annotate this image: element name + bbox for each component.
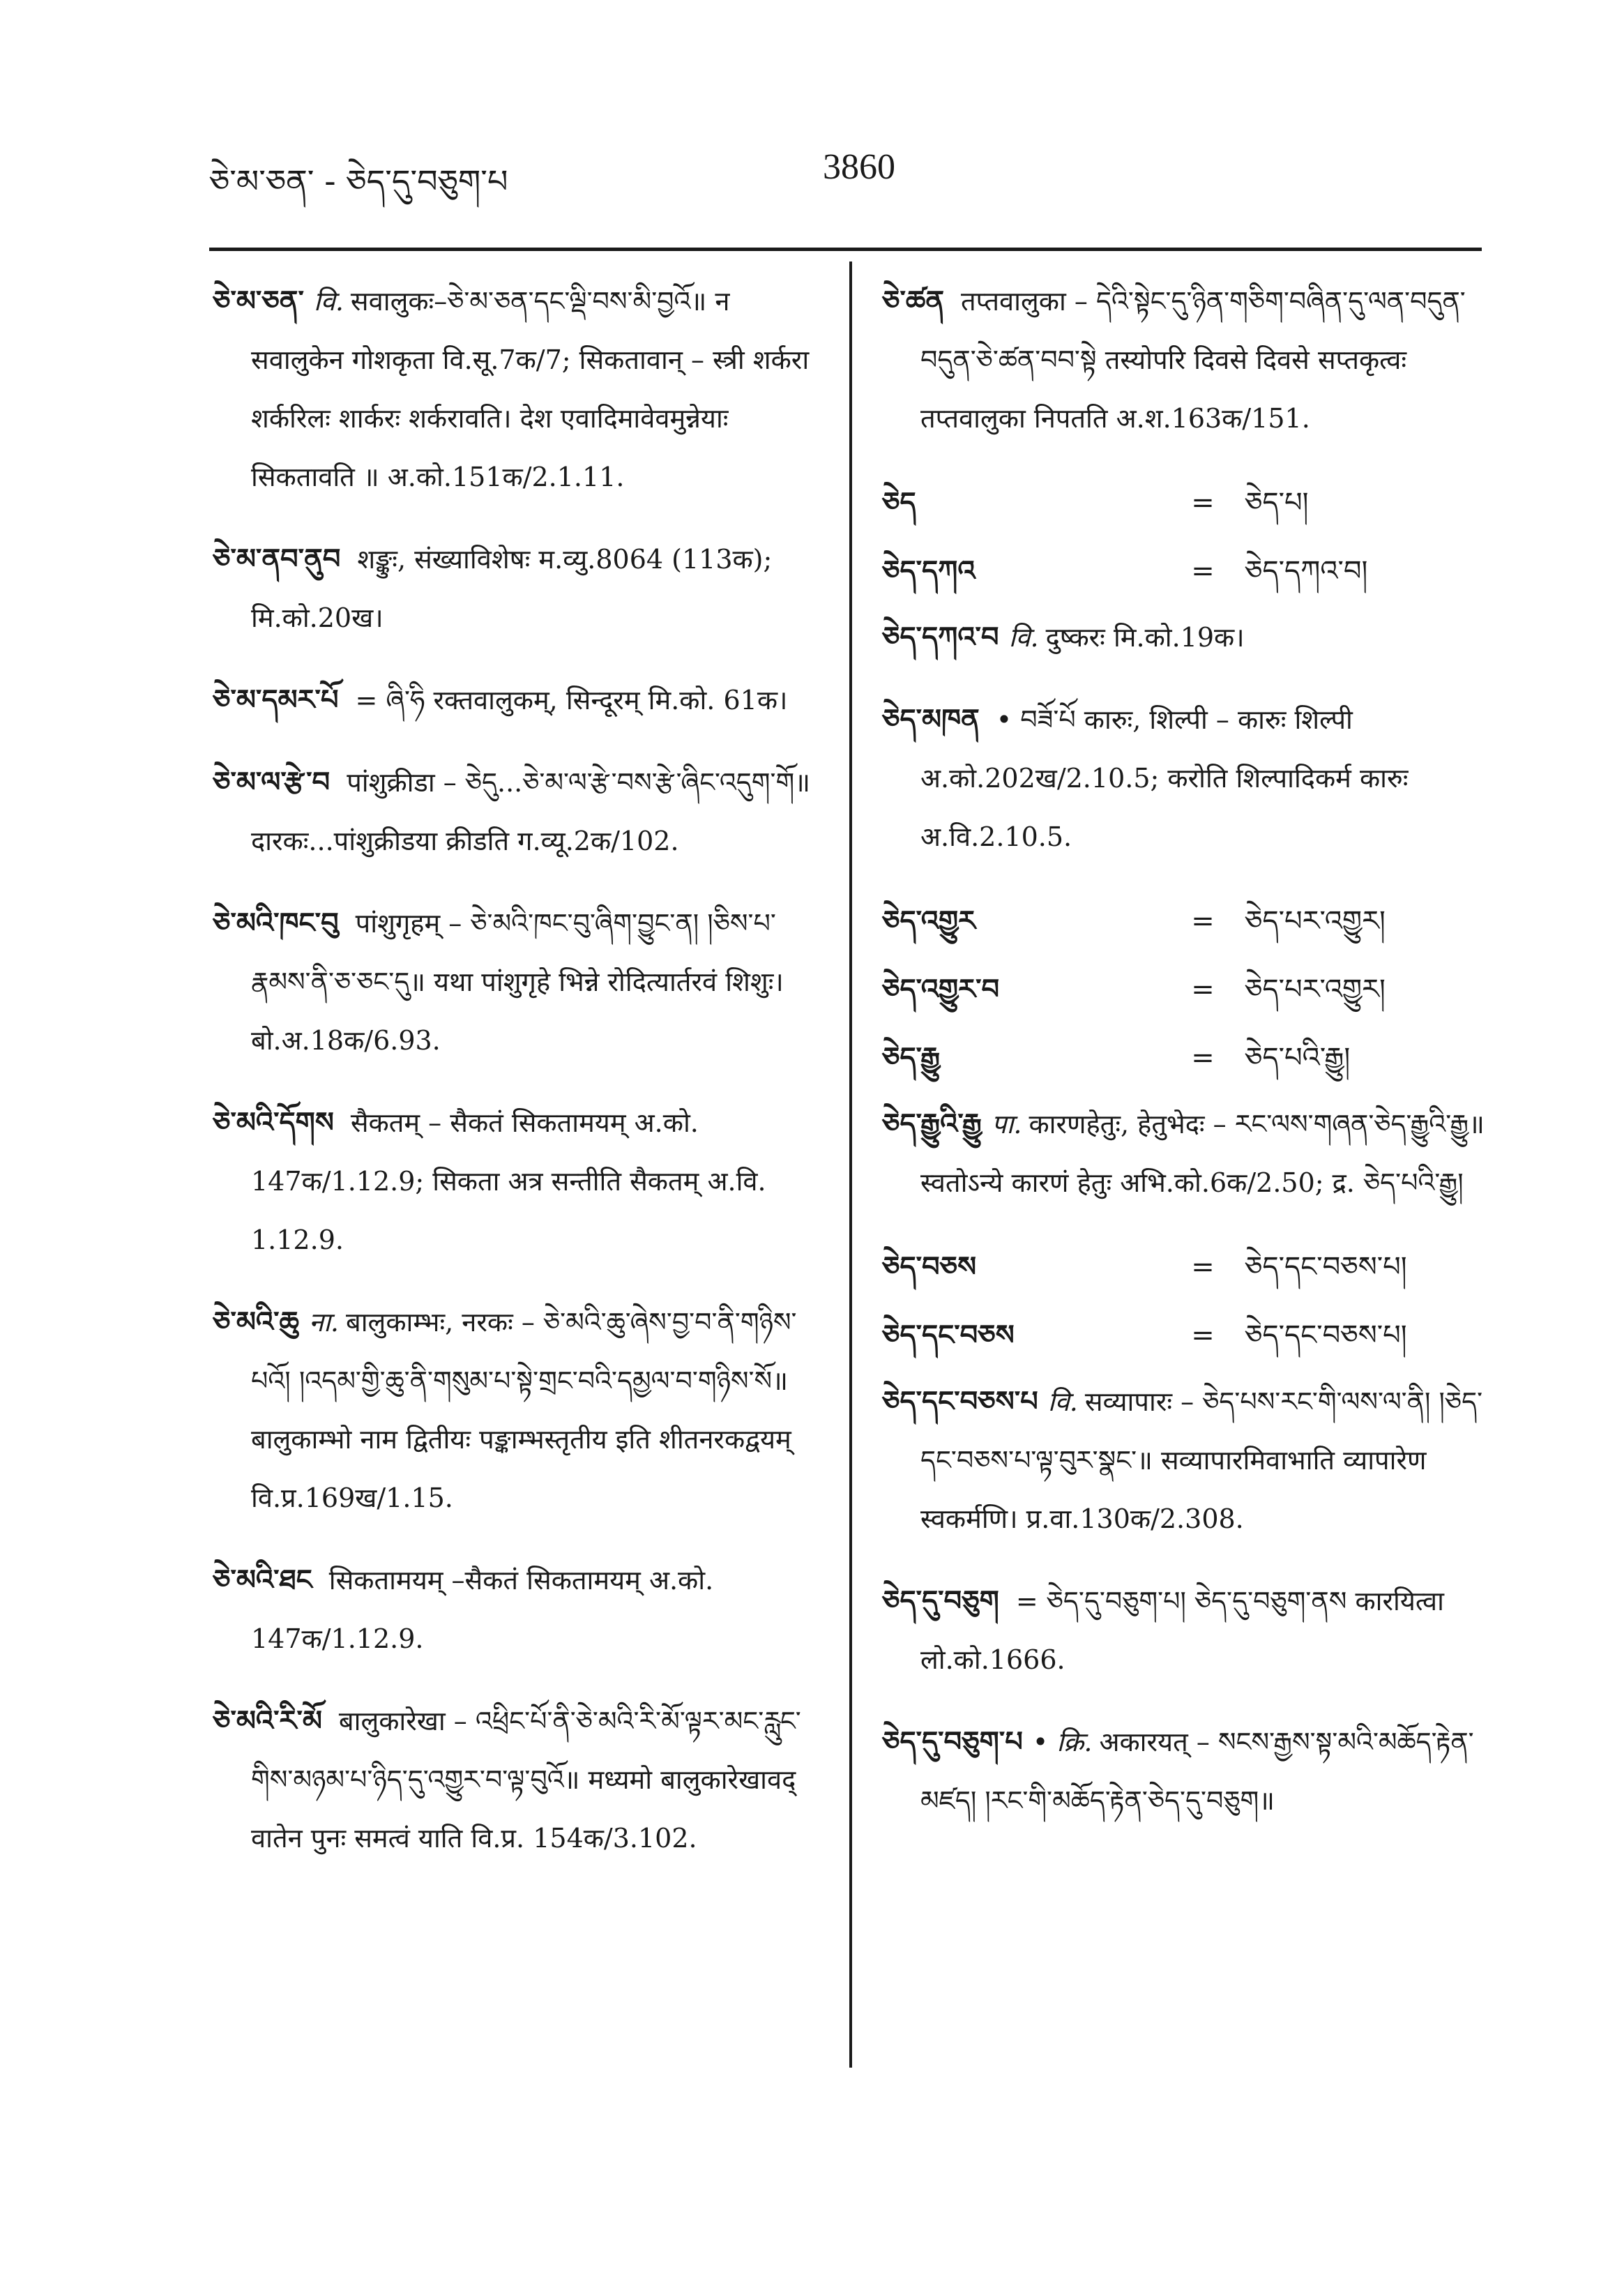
entry-body: दुष्करः मि.को.19क। [1045, 622, 1245, 653]
entry-body: तप्तवालुका – དེའི་སྟེང་དུ་ཉིན་གཅིག་བཞིན་དུ་ལན་བདུན་བདུན་ཅེ་ཚན་བབ་སྟེ तस्योपरि दिवसे दिवसे सप्तकृत्वः तप्तवालुका निपतति अ.श.163क/151. [920, 286, 1466, 434]
dictionary-entry [213, 272, 826, 506]
cross-reference [882, 1026, 1485, 1089]
header-rule [209, 248, 1482, 251]
page-number: 3860 [823, 147, 895, 187]
headword: ཅེ་མ་ལ་རྩེ་བ [213, 766, 331, 798]
column-divider [849, 262, 852, 2068]
dictionary-entry [882, 1372, 1485, 1548]
entry-body: = ཞི་ཧི रक्तवालुकम्, सिन्दूरम् मि.को. 61क। [355, 685, 788, 715]
headword: ཅེད་འགྱུར་བ [882, 973, 1000, 1006]
grammar-label: • क्रि. [1032, 1727, 1093, 1757]
headword: ཅེ་མའི་ཆུ [213, 1306, 299, 1338]
dictionary-entry [213, 1293, 826, 1527]
headword: ཅེ་མ་དམར་པོ [213, 684, 339, 716]
headword: ཅེ་མའི་དོགས [213, 1107, 334, 1139]
entry-body: पांशुगृहम् – ཅེ་མའི་ཁང་བུ་ཞིག་བྱུང་ན། །ཅིས་པ་རྣམས་ནི་ཅ་ཅང་དུ॥ यथा पांशुगृहे भिन्ने रोदित्यार्तरवं शिशुः। बो.अ.18क/6.93. [251, 908, 784, 1056]
dictionary-entry [882, 1713, 1485, 1830]
xref-target: ཅེད་དཀའ་བ། [1245, 555, 1368, 587]
entry-body: शङ्कुः, संख्याविशेषः म.व्यु.8064 (113क); मि.को.20ख। [251, 544, 773, 633]
cross-reference [882, 1236, 1485, 1298]
headword: ཅེད [882, 487, 916, 519]
headword: ཅེད་དང་བཅས་པ [882, 1386, 1038, 1418]
dictionary-entry [882, 1095, 1485, 1212]
dictionary-entry [213, 671, 826, 729]
xref-target: ཅེད་པའི་རྒྱུ། [1245, 1042, 1351, 1074]
cross-reference [882, 958, 1485, 1021]
left-column [213, 272, 826, 1891]
grammar-label: पा. [991, 1109, 1022, 1139]
headword: ཅེད་དཀའ [882, 555, 976, 587]
entry-body: सैकतम् – सैकतं सिकतामयम् अ.को. 147क/1.12.9; सिकता अत्र सन्तीति सैकतम् अ.वि. 1.12.9. [251, 1107, 766, 1255]
dictionary-entry [882, 608, 1485, 667]
dictionary-entry [213, 894, 826, 1070]
entry-body: सिकतामयम् –सैकतं सिकतामयम् अ.को. 147क/1.12.9. [251, 1565, 714, 1654]
grammar-label: ना. [309, 1307, 340, 1338]
cross-reference [882, 890, 1485, 953]
equals-sign: = [1191, 973, 1215, 1006]
xref-target: ཅེད་པ། [1245, 487, 1309, 519]
headword: ཅེད་རྒྱུ [882, 1042, 941, 1074]
running-head: ཅེ་མ་ཅན་ - ཅེད་དུ་བཅུག་པ [209, 162, 508, 200]
grammar-label: वि. [1008, 622, 1039, 653]
entry-body: सवालुकः–ཅེ་མ་ཅན་དང་ལྡི་བས་མི་བྱའོ॥ न सवालुकेन गोशकृता वि.सू.7क/7; सिकतावान् – स्त्री शर्करा शर्करिलः शार्करः शर्करावति। देश एवादिमावेवमुन्नेयाः सिकतावति ॥ अ.को.151क/2.1.11. [251, 286, 810, 492]
entry-body: कारणहेतुः, हेतुभेदः – རང་ལས་གཞན་ཅེད་རྒྱུའི་རྒྱུ॥ स्वतोऽन्ये कारणं हेतुः अभि.को.6क/2.50; द्र. ཅེད་པའི་རྒྱུ། [920, 1109, 1485, 1198]
headword: ཅེད་དུ་བཅུག [882, 1585, 999, 1617]
cross-reference [882, 540, 1485, 603]
headword: ཅེ་མའི་རི་མོ [213, 1705, 322, 1737]
equals-sign: = [1191, 1319, 1215, 1351]
entry-body: बालुकाम्भः, नरकः – ཅེ་མའི་ཆུ་ཞེས་བྱ་བ་ནི་གཉིས་པའོ། །འདམ་གྱི་ཆུ་ནི་གསུམ་པ་སྟེ་གྲང་བའི་དམྱལ་བ་གཉིས་སོ॥ बालुकाम्भो नाम द्वितीयः पङ्काम्भस्तृतीय इति शीतनरकद्वयम् वि.प्र.169ख/1.15. [251, 1307, 797, 1513]
headword: ཅེ་མའི་ཐང [213, 1564, 312, 1596]
xref-target: ཅེད་པར་འགྱུར། [1245, 905, 1386, 937]
headword: ཅེད་དང་བཅས [882, 1319, 1015, 1351]
equals-sign: = [1191, 1251, 1215, 1283]
xref-target: ཅེད་དང་བཅས་པ། [1245, 1251, 1407, 1283]
equals-sign: = [1191, 555, 1215, 587]
headword: ཅེ་མའི་ཁང་བུ [213, 907, 339, 939]
headword: ཅེ་ཚན [882, 285, 944, 317]
entry-body: • བཟོ་པོ कारुः, शिल्पी – कारुः शिल्पी अ.को.202ख/2.10.5; करोति शिल्पादिकर्म कारुः अ.वि.2.10.5. [920, 704, 1409, 852]
headword: ཅེད་མཁན [882, 704, 980, 736]
dictionary-entry [882, 1572, 1485, 1689]
cross-reference [882, 1304, 1485, 1367]
entry-body: बालुकारेखा – འཕྲིང་པོ་ནི་ཅེ་མའི་རི་མོ་ལྟར་མང་རླུང་གིས་མཉམ་པ་ཉིད་དུ་འགྱུར་བ་ལྟ་བུའོ॥ मध्यमो बालुकारेखावद् वातेन पुनः समत्वं याति वि.प्र. 154क/3.102. [251, 1706, 801, 1854]
headword: ཅེ་མ་ནབ་ནུབ [213, 543, 341, 575]
entry-body: पांशुक्रीडा – ཅེདུ...ཅེ་མ་ལ་རྩེ་བས་རྩེ་ཞིང་འདུག་གོ॥ दारकः...पांशुक्रीडया क्रीडति ग.व्यू.2क/102. [251, 767, 811, 856]
headword: ཅེད་བཅས [882, 1251, 977, 1283]
equals-sign: = [1191, 905, 1215, 937]
headword: ཅེད་དུ་བཅུག་པ [882, 1726, 1023, 1758]
headword: ཅེད་རྒྱུའི་རྒྱུ [882, 1108, 982, 1140]
xref-target: ཅེད་དང་བཅས་པ། [1245, 1319, 1407, 1351]
dictionary-entry [213, 1551, 826, 1668]
headword: ཅེད་འགྱུར [882, 905, 976, 937]
headword: ཅེད་དཀའ་བ [882, 621, 999, 653]
dictionary-entry [213, 1093, 826, 1269]
grammar-label: वि. [313, 286, 344, 317]
dictionary-entry [213, 530, 826, 647]
entry-body: अकारयत् – སངས་རྒྱས་སྟ་མའི་མཆོད་རྟེན་མཛད། །རང་གི་མཆོད་རྟེན་ཅེད་དུ་བཅུག॥ [920, 1727, 1474, 1816]
right-column [882, 272, 1485, 1854]
grammar-label: वि. [1047, 1386, 1078, 1417]
xref-target: ཅེད་པར་འགྱུར། [1245, 973, 1386, 1006]
cross-reference [882, 471, 1485, 534]
entry-body: सव्यापारः – ཅེད་པས་རང་གི་ལས་ལ་ནི། །ཅེད་དང་བཅས་པ་ལྟ་བུར་སྣང་॥ सव्यापारमिवाभाति व्यापारेण स्वकर्मणि। प्र.वा.130क/2.308. [920, 1386, 1483, 1534]
entry-body: = ཅེད་དུ་བཅུག་པ། ཅེད་དུ་བཅུག་ནས कारयित्वा लो.को.1666. [920, 1586, 1444, 1675]
dictionary-entry [213, 753, 826, 870]
dictionary-entry [213, 1692, 826, 1867]
equals-sign: = [1191, 1042, 1215, 1074]
dictionary-entry [882, 690, 1485, 866]
dictionary-entry [882, 272, 1485, 448]
equals-sign: = [1191, 487, 1215, 519]
headword: ཅེ་མ་ཅན་ [213, 285, 304, 317]
